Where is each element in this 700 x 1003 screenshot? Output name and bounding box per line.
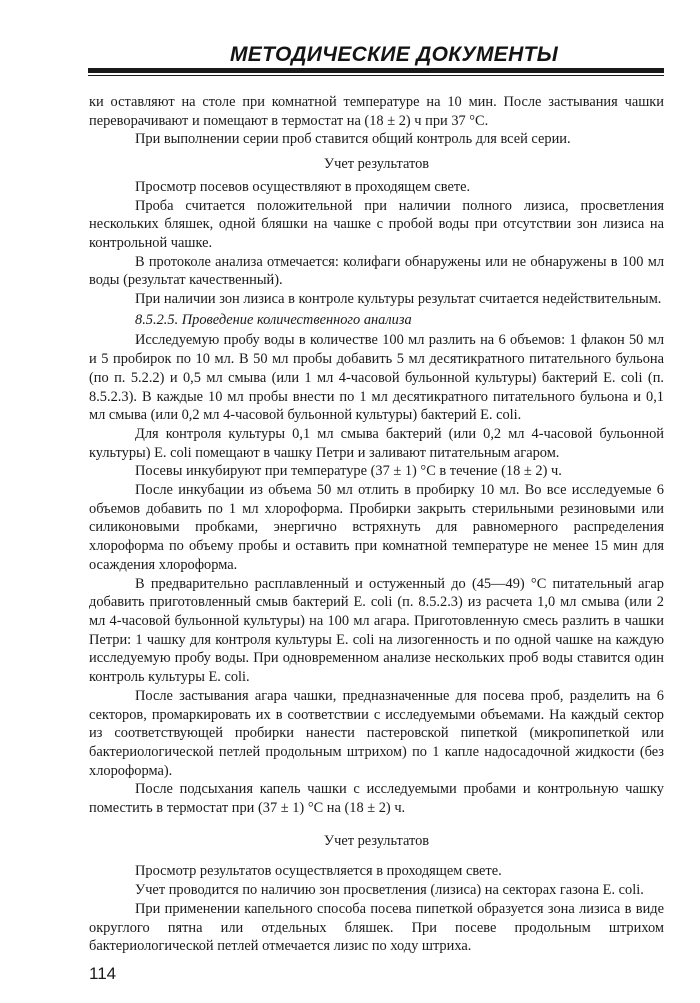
section-heading-results-1: Учет результатов [323,156,430,173]
paragraph: При применении капельного способа посева пипеткой образуется зона лизиса в виде округлого пятна или отдельных бляшек. При посеве продольным штрихом бактериологической петлей отмечается лизис по ходу штриха. [89,900,664,955]
paragraph: После застывания агара чашки, предназначенные для посева проб, разделить на 6 секторов, промаркировать их в соответствии с исследуемыми объемами. На каждый сектор из соответствующей пробирки нанести пастеровской пипеткой (микропипеткой или бактериологической петлей продольным штрихом) по 1 капле надосадочной жидкости (без хлороформа). [89,687,664,779]
page-body [89,93,664,956]
paragraph-continuation: ки оставляют на столе при комнатной температуре на 10 мин. После застывания чашки переворачивают и помещают в термостат на (18 ± 2) ч при 37 °С. [89,94,664,129]
paragraph: Просмотр результатов осуществляется в проходящем свете. [135,863,502,880]
subsection-heading-quantitative: 8.5.2.5. Проведение количественного анализа [135,311,412,328]
paragraph: Проба считается положительной при наличии полного лизиса, просветления нескольких бляшек, одной бляшки на чашке с пробой воды при отсутствии зон лизиса на контрольной чашке. [89,197,664,251]
paragraph: При выполнении серии проб ставится общий контроль для всей серии. [135,131,571,148]
paragraph: Посевы инкубируют при температуре (37 ± 1) °С в течение (18 ± 2) ч. [135,463,562,480]
header-rule-thin [88,75,664,76]
running-header-title: МЕТОДИЧЕСКИЕ ДОКУМЕНТЫ [230,43,558,66]
header-rule-thick [88,68,664,73]
paragraph: Учет проводится по наличию зон просветления (лизиса) на секторах газона E. coli. [135,882,644,899]
paragraph: Для контроля культуры 0,1 мл смыва бактерий (или 0,2 мл 4-часовой бульонной культуры) E. coli помещают в чашку Петри и заливают питательным агаром. [89,425,664,461]
paragraph: При наличии зон лизиса в контроле культуры результат считается недействительным. [135,291,662,308]
paragraph: Исследуемую пробу воды в количестве 100 мл разлить на 6 объемов: 1 флакон 50 мл и 5 пробирок по 10 мл. В 50 мл пробы добавить 5 мл десятикратного питательного бульона (по п. 5.2.2) и 0,5 мл смыва (или 1 мл 4-часовой бульонной культуры) бактерий E. coli (п. 8.5.2.3). В каждые 10 мл пробы внести по 1 мл десятикратного питательного бульона и 0,1 мл смыва (или 0,2 мл 4-часовой бульонной культуры) бактерий E. coli. [89,332,664,424]
paragraph: После инкубации из объема 50 мл отлить в пробирку 10 мл. Во все исследуемые 6 объемов добавить по 1 мл хлороформа. Пробирки закрыть стерильными резиновыми или силиконовыми пробками, энергично встряхнуть для равномерного распределения хлороформа по объему пробы и оставить при комнатной температуре не менее 15 мин для осаждения хлороформа. [89,482,664,573]
paragraph: После подсыхания капель чашки с исследуемыми пробами и контрольную чашку поместить в термостат при (37 ± 1) °С на (18 ± 2) ч. [89,781,664,817]
page-number: 114 [89,964,117,983]
section-heading-results-2: Учет результатов [323,832,430,849]
paragraph: Просмотр посевов осуществляют в проходящем свете. [135,178,471,195]
paragraph: В предварительно расплавленный и остуженный до (45—49) °С питательный агар добавить приготовленный смыв бактерий E. coli (п. 8.5.2.3) из расчета 1,0 мл смыва (или 2 мл 4-часовой бульонной культуры) на 100 мл агара. Приготовленную смесь разлить в чашки Петри: 1 чашку для контроля культуры E. coli на лизогенность и по одной чашке на каждую исследуемую пробу воды. При одновременном анализе нескольких проб воды ставится один контроль культуры E. coli. [89,575,664,686]
paragraph: В протоколе анализа отмечается: колифаги обнаружены или не обнаружены в 100 мл воды (результат качественный). [89,253,664,289]
